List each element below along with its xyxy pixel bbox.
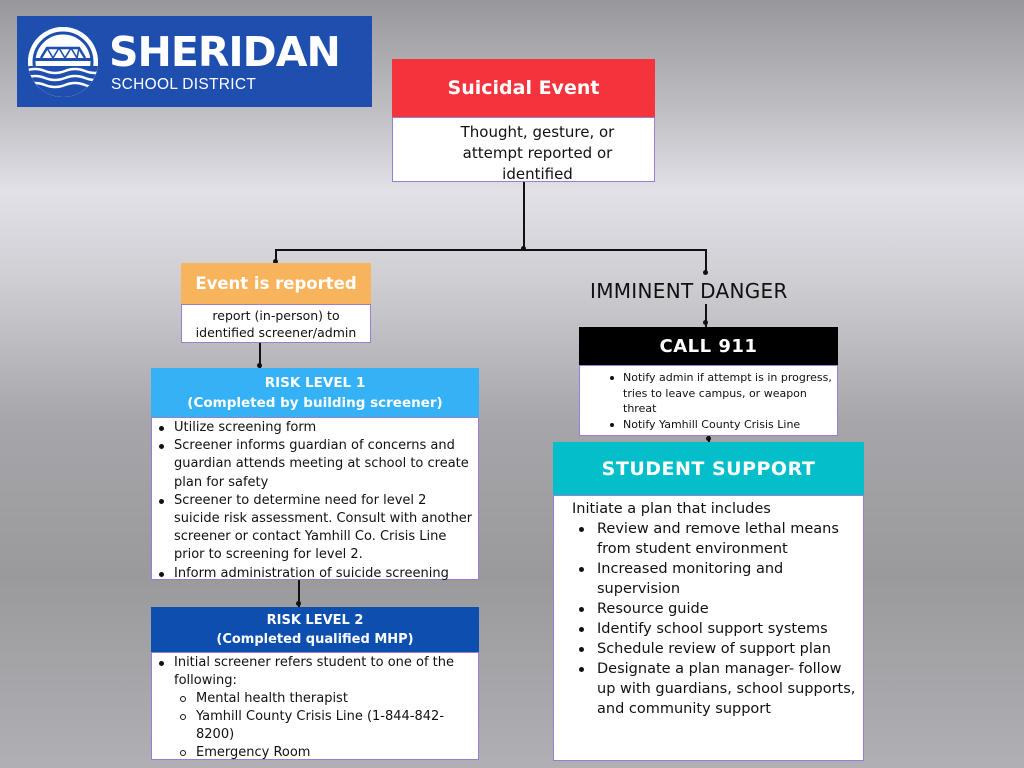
risk-level-2-title: RISK LEVEL 2 <box>266 612 364 628</box>
sub-list-item: Mental health therapist <box>174 690 474 708</box>
student-support-header <box>553 442 864 495</box>
risk-level-2-body <box>151 652 479 760</box>
logo-subtitle: SCHOOL DISTRICT <box>111 76 257 93</box>
event-reported-body: report (in-person) to identified screener/admin <box>181 304 371 343</box>
connector-dot <box>703 320 708 325</box>
student-support-body <box>553 495 864 761</box>
list-item: Resource guide <box>572 599 857 619</box>
sub-list-item: Emergency Room <box>174 744 474 762</box>
event-reported-header <box>181 263 371 304</box>
list-item: Review and remove lethal means from student environment <box>572 519 857 559</box>
risk-level-2-subtitle: (Completed qualified MHP) <box>216 631 414 647</box>
list-item: Notify admin if attempt is in progress, tries to leave campus, or weapon threat <box>580 370 833 417</box>
district-logo <box>17 16 372 107</box>
list-item: Schedule review of support plan <box>572 639 857 659</box>
connector-dot <box>706 436 711 441</box>
risk-level-2-header <box>151 607 479 652</box>
connector-dot <box>296 601 301 606</box>
connector-horizontal <box>275 249 706 251</box>
list-item: Inform administration of suicide screening <box>152 565 474 583</box>
suicidal-event-header <box>392 59 655 117</box>
list-item <box>152 654 474 762</box>
call-911-header <box>579 327 838 365</box>
student-support-title: STUDENT SUPPORT <box>601 457 816 480</box>
list-item: Screener to determine need for level 2 suicide risk assessment. Consult with another screener or contact Yamhill Co. Crisis Line prior to screening for level 2. <box>152 492 474 565</box>
risk-level-1-title: RISK LEVEL 1 <box>264 374 366 391</box>
call-911-body <box>579 365 838 436</box>
call-911-title: CALL 911 <box>659 335 758 357</box>
sub-list-item: Yamhill County Crisis Line (1-844-842-8200) <box>174 708 474 744</box>
connector-top-vertical <box>523 182 525 249</box>
bridge-emblem-icon <box>25 24 101 100</box>
risk-level-1-header <box>151 368 479 417</box>
list-item: Utilize screening form <box>152 419 474 437</box>
imminent-danger-label: IMMINENT DANGER <box>590 279 788 303</box>
risk-level-2-item: Initial screener refers student to one of the following: <box>174 655 455 688</box>
logo-name: SHERIDAN <box>109 28 340 76</box>
list-item: Designate a plan manager- follow up with guardians, school supports, and community support <box>572 659 857 719</box>
suicidal-event-title: Suicidal Event <box>447 77 600 99</box>
list-item: Identify school support systems <box>572 619 857 639</box>
connector-dot <box>703 270 708 275</box>
student-support-intro: Initiate a plan that includes <box>572 501 771 517</box>
risk-level-1-body <box>151 417 479 580</box>
list-item: Screener informs guardian of concerns and guardian attends meeting at school to create plan for safety <box>152 437 474 492</box>
event-reported-title: Event is reported <box>195 274 357 293</box>
suicidal-event-body: Thought, gesture, or attempt reported or identified <box>392 117 655 182</box>
risk-level-1-subtitle: (Completed by building screener) <box>187 394 443 411</box>
list-item: Increased monitoring and supervision <box>572 559 857 599</box>
list-item: Notify Yamhill County Crisis Line <box>580 417 833 433</box>
